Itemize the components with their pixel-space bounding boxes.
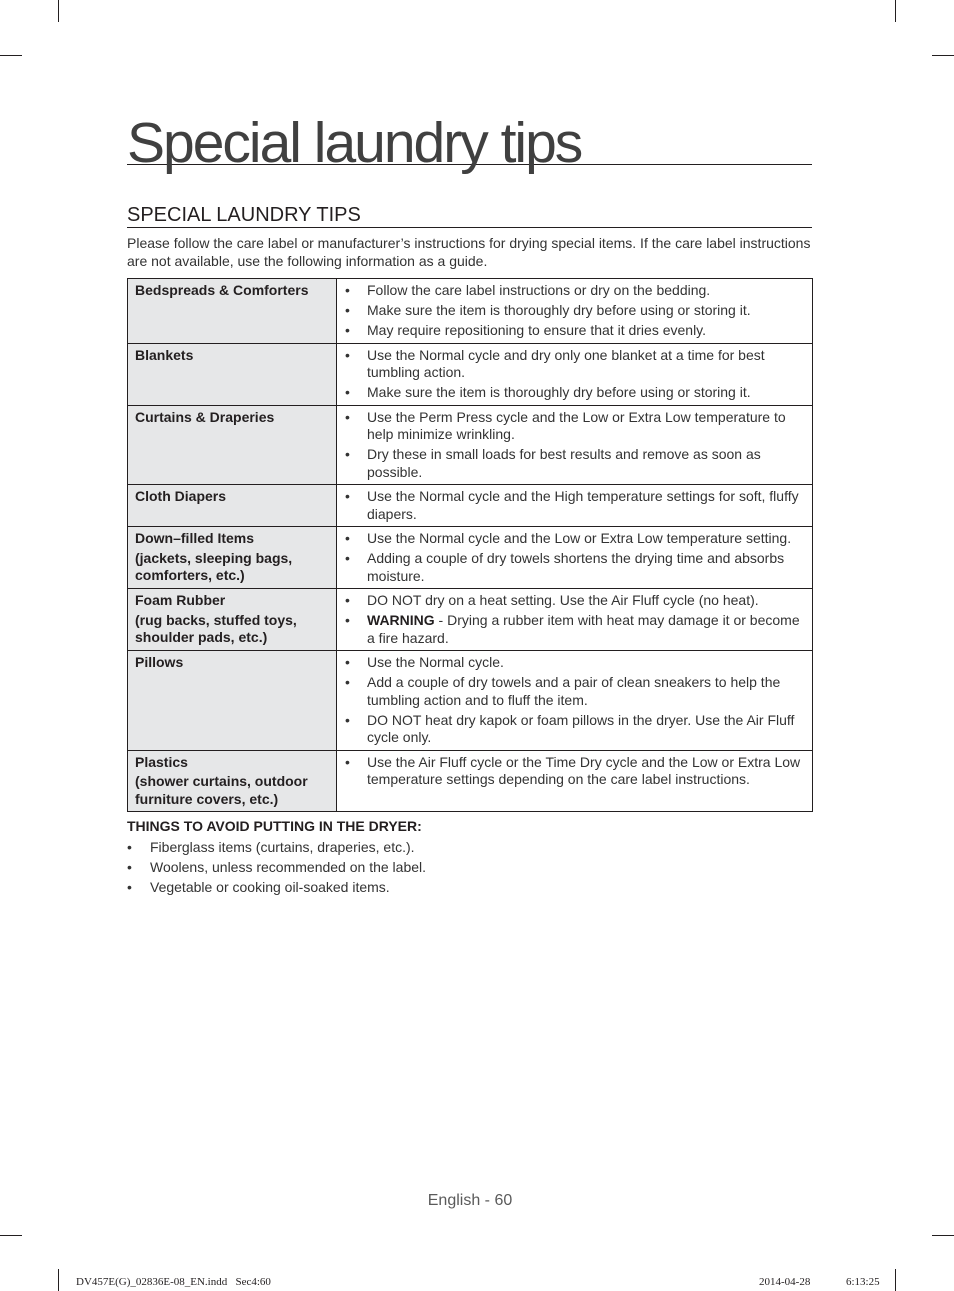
warning-tip bbox=[345, 612, 806, 647]
table-row bbox=[128, 527, 813, 589]
item-name: Pillows bbox=[135, 654, 184, 670]
crop-mark bbox=[932, 55, 954, 56]
page-title: Special laundry tips bbox=[127, 113, 812, 165]
tip-item: • Use the Normal cycle and dry only one blanket at a time for best tumbling action. bbox=[345, 347, 806, 382]
item-cell bbox=[128, 651, 337, 751]
tips-cell bbox=[337, 750, 813, 812]
item-examples: (shower curtains, outdoor furniture covers, etc.) bbox=[135, 773, 308, 807]
warning-label: WARNING bbox=[367, 612, 435, 628]
item-cell bbox=[128, 279, 337, 344]
tip-item: • Use the Perm Press cycle and the Low or Extra Low temperature to help minimize wrinkling. bbox=[345, 409, 806, 444]
avoid-item: • Fiberglass items (curtains, draperies, etc.). bbox=[127, 837, 812, 857]
avoid-heading: THINGS TO AVOID PUTTING IN THE DRYER: bbox=[127, 818, 422, 834]
crop-mark bbox=[58, 1269, 59, 1291]
item-name: Down–filled Items bbox=[135, 530, 255, 546]
intro-text: Please follow the care label or manufacturer’s instructions for drying special items. If the care label instructions are not available, use the following information as a guide. bbox=[127, 235, 811, 269]
avoid-list bbox=[127, 837, 812, 897]
avoid-item: • Woolens, unless recommended on the label. bbox=[127, 857, 812, 877]
tips-cell bbox=[337, 651, 813, 751]
tip-item: • Dry these in small loads for best results and remove as soon as possible. bbox=[345, 446, 806, 481]
crop-mark bbox=[932, 1235, 954, 1236]
item-name: Curtains & Draperies bbox=[135, 408, 275, 425]
item-cell bbox=[128, 750, 337, 812]
page-footer: English - 60 bbox=[427, 1192, 513, 1209]
table-row bbox=[128, 750, 813, 812]
table-row bbox=[128, 279, 813, 344]
imprint-file: DV457E(G)_02836E-08_EN.indd Sec4:60 bbox=[76, 1276, 271, 1288]
table-row bbox=[128, 405, 813, 485]
crop-mark bbox=[0, 55, 22, 56]
item-examples: (jackets, sleeping bags, comforters, etc.) bbox=[135, 549, 293, 583]
laundry-tips-table bbox=[127, 278, 813, 812]
tips-cell bbox=[337, 279, 813, 344]
crop-mark bbox=[895, 0, 896, 22]
item-cell bbox=[128, 343, 337, 405]
tips-cell bbox=[337, 405, 813, 485]
item-name: Cloth Diapers bbox=[135, 488, 227, 504]
crop-mark bbox=[0, 1235, 22, 1236]
item-cell bbox=[128, 589, 337, 651]
avoid-item: • Vegetable or cooking oil-soaked items. bbox=[127, 877, 812, 897]
tip-item: • DO NOT heat dry kapok or foam pillows in the dryer. Use the Air Fluff cycle only. bbox=[345, 712, 806, 747]
table-row bbox=[128, 651, 813, 751]
imprint-date: 2014-04-28 bbox=[759, 1276, 811, 1288]
imprint-time: 6:13:25 bbox=[846, 1276, 880, 1288]
tip-item: • Use the Air Fluff cycle or the Time Dry cycle and the Low or Extra Low temperature settings depending on the care label instructions. bbox=[345, 754, 806, 789]
tip-item: • Make sure the item is thoroughly dry before using or storing it. bbox=[345, 384, 806, 402]
tips-cell bbox=[337, 343, 813, 405]
tip-item: • DO NOT dry on a heat setting. Use the Air Fluff cycle (no heat). bbox=[345, 592, 806, 610]
item-name: Plastics bbox=[135, 753, 188, 770]
tip-item: • Use the Normal cycle and the Low or Extra Low temperature setting. bbox=[345, 530, 806, 548]
tips-cell bbox=[337, 589, 813, 651]
crop-mark bbox=[895, 1269, 896, 1291]
table-row bbox=[128, 485, 813, 527]
table-row bbox=[128, 343, 813, 405]
item-name: Blankets bbox=[135, 346, 194, 363]
item-cell bbox=[128, 405, 337, 485]
tip-item: • Make sure the item is thoroughly dry before using or storing it. bbox=[345, 302, 806, 320]
tips-cell bbox=[337, 485, 813, 527]
tip-item: • Follow the care label instructions or dry on the bedding. bbox=[345, 282, 806, 300]
section-heading: SPECIAL LAUNDRY TIPS bbox=[127, 203, 812, 228]
item-cell bbox=[128, 485, 337, 527]
tips-cell bbox=[337, 527, 813, 589]
tip-item: • Use the Normal cycle and the High temperature settings for soft, fluffy diapers. bbox=[345, 488, 806, 523]
item-examples: (rug backs, stuffed toys, shoulder pads, etc.) bbox=[135, 611, 297, 645]
crop-mark bbox=[58, 0, 59, 22]
table-row bbox=[128, 589, 813, 651]
tip-item: • May require repositioning to ensure that it dries evenly. bbox=[345, 322, 806, 340]
warning-text: - Drying a rubber item with heat may damage it or become a fire hazard. bbox=[367, 612, 800, 646]
tip-item: • Adding a couple of dry towels shortens the drying time and absorbs moisture. bbox=[345, 550, 806, 585]
item-name: Bedspreads & Comforters bbox=[135, 282, 309, 298]
item-name: Foam Rubber bbox=[135, 592, 226, 608]
tip-item: • Add a couple of dry towels and a pair of clean sneakers to help the tumbling action and to fluff the item. bbox=[345, 674, 806, 709]
item-cell bbox=[128, 527, 337, 589]
tip-item: • Use the Normal cycle. bbox=[345, 654, 806, 672]
